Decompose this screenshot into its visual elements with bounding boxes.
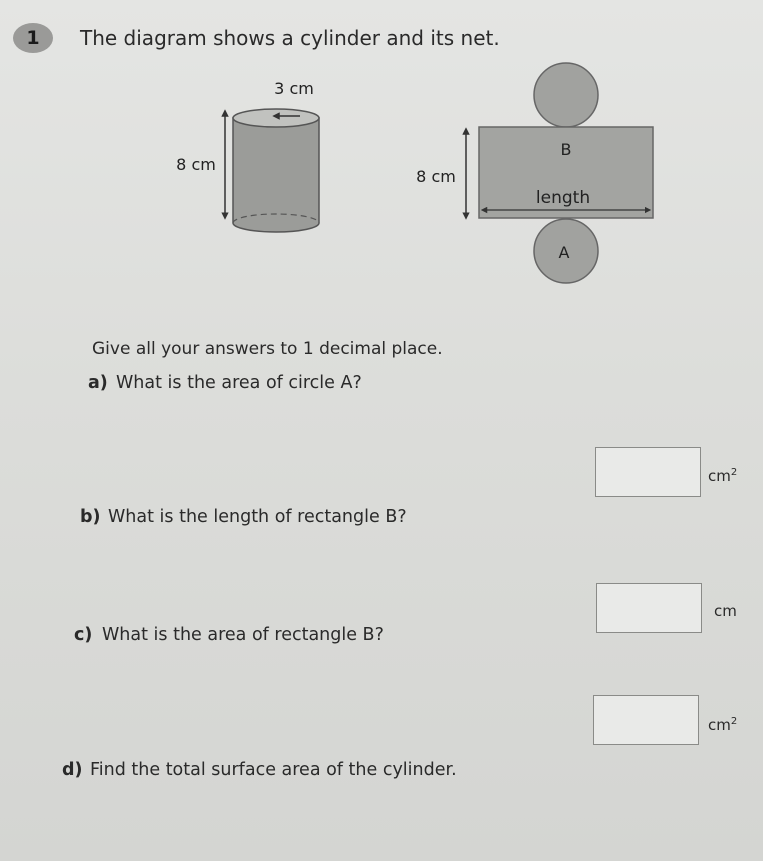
part-a-label: a)	[88, 373, 108, 393]
radius-label: 3 cm	[274, 79, 314, 98]
net-circle-top	[534, 63, 598, 127]
part-b-text: What is the length of rectangle B?	[108, 507, 407, 527]
answer-box-c[interactable]	[593, 695, 699, 745]
question-number-badge: 1	[13, 23, 53, 53]
part-a-question	[88, 373, 362, 393]
net-height-label: 8 cm	[416, 167, 456, 186]
net-length-label: length	[535, 188, 591, 208]
part-d-question	[62, 760, 457, 780]
answer-box-b[interactable]	[596, 583, 702, 633]
cylinder-height-label: 8 cm	[176, 155, 216, 174]
part-c-text: What is the area of rectangle B?	[102, 625, 384, 645]
unit-a: $cm^2$	[708, 467, 738, 485]
part-a-text: What is the area of circle A?	[116, 373, 362, 393]
part-c-question	[74, 625, 384, 645]
cylinder-diagram	[0, 0, 763, 300]
part-d-text: Find the total surface area of the cylinder.	[90, 760, 457, 780]
question-title: The diagram shows a cylinder and its net.	[80, 26, 500, 50]
part-b-label: b)	[80, 507, 101, 527]
net-rect-label: B	[560, 140, 572, 159]
answer-box-a[interactable]	[595, 447, 701, 497]
part-d-label: d)	[62, 760, 83, 780]
cylinder	[176, 79, 319, 232]
part-b-question	[80, 507, 407, 527]
unit-c: $cm^2$	[708, 716, 738, 734]
part-c-label: c)	[74, 625, 93, 645]
net-circle-label: A	[558, 243, 570, 262]
cylinder-net	[416, 63, 653, 283]
instruction-text: Give all your answers to 1 decimal place.	[92, 339, 443, 359]
unit-b: cm	[714, 602, 737, 620]
